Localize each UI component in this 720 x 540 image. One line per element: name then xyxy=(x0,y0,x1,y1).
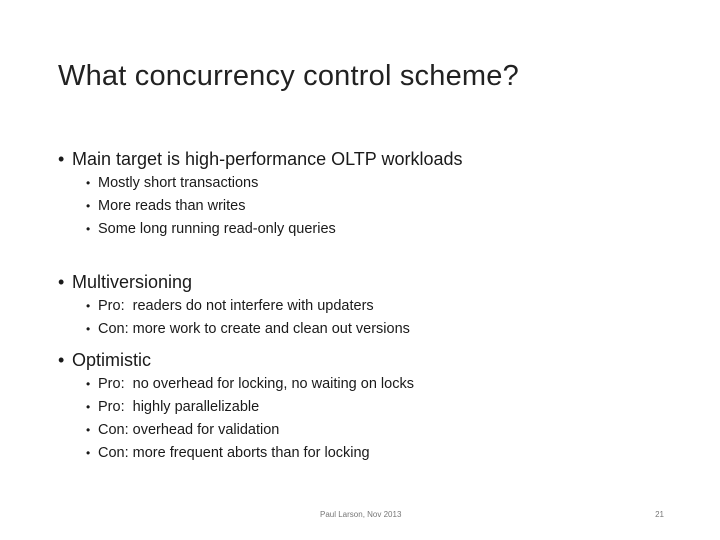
bullet-icon: • xyxy=(86,322,91,336)
sub-bullet xyxy=(58,295,698,318)
sub-bullet xyxy=(58,419,698,442)
slide-title: What concurrency control scheme? xyxy=(58,60,519,92)
sub-bullet xyxy=(58,373,698,396)
bullet-icon: • xyxy=(86,377,91,391)
bullet-icon: • xyxy=(86,199,91,213)
bullet-icon: • xyxy=(86,222,91,236)
sub-bullet-text: Pro: highly parallelizable xyxy=(98,399,260,415)
slide-content xyxy=(58,146,698,465)
bullet-icon: • xyxy=(58,350,65,370)
bullet-text: Optimistic xyxy=(72,350,152,370)
sub-bullet xyxy=(58,172,698,195)
bullet-text: Main target is high-performance OLTP workloads xyxy=(72,149,463,169)
sub-bullet-text: Pro: no overhead for locking, no waiting on locks xyxy=(98,376,414,392)
sub-bullet-text: Mostly short transactions xyxy=(98,175,259,191)
bullet-icon: • xyxy=(86,176,91,190)
bullet-icon: • xyxy=(58,149,65,169)
bullet-icon: • xyxy=(58,272,65,292)
sub-bullet-text: Some long running read-only queries xyxy=(98,221,336,237)
sub-bullet xyxy=(58,442,698,465)
sub-bullet-text: Con: more work to create and clean out versions xyxy=(98,321,410,337)
bullet-multiversioning xyxy=(58,269,698,295)
bullet-text: Multiversioning xyxy=(72,272,193,292)
bullet-icon: • xyxy=(86,423,91,437)
page-number: 21 xyxy=(655,510,664,519)
bullet-icon: • xyxy=(86,400,91,414)
sub-bullet xyxy=(58,396,698,419)
bullet-main-target xyxy=(58,146,698,172)
sub-bullet-text: Con: overhead for validation xyxy=(98,422,280,438)
bullet-icon: • xyxy=(86,446,91,460)
sub-bullet-text: Pro: readers do not interfere with updaters xyxy=(98,298,374,314)
bullet-optimistic xyxy=(58,347,698,373)
sub-bullet-text: More reads than writes xyxy=(98,198,246,214)
sub-bullet-text: Con: more frequent aborts than for locking xyxy=(98,445,370,461)
sub-bullet xyxy=(58,195,698,218)
sub-bullet xyxy=(58,218,698,241)
slide-footer: Paul Larson, Nov 2013 xyxy=(320,510,402,519)
sub-bullet xyxy=(58,318,698,341)
bullet-icon: • xyxy=(86,299,91,313)
